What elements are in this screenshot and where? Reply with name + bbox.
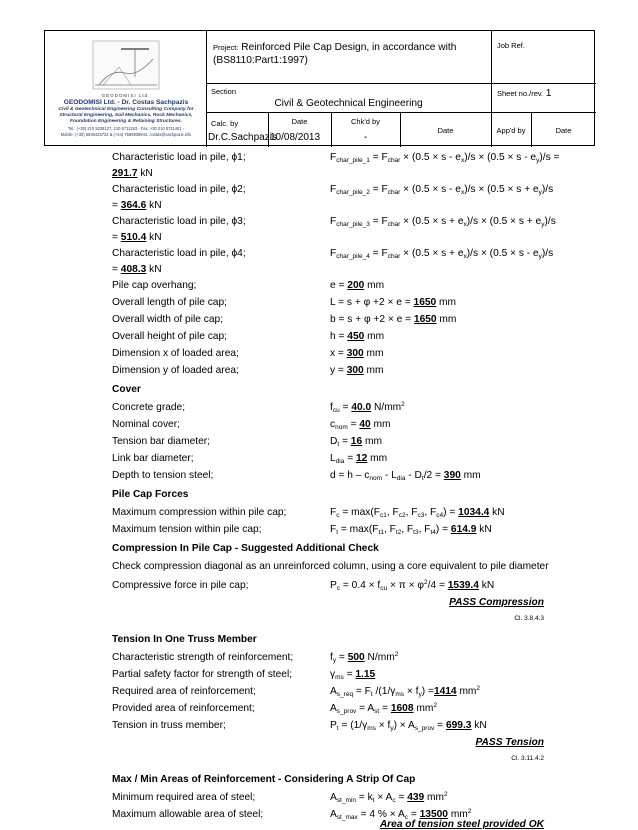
title-block (44, 30, 595, 146)
fchar4-value: 408.3 (120, 264, 147, 275)
fchar1-result: 291.7 kN (112, 168, 153, 179)
fchar2-label: Characteristic load in pile, ϕ2; (112, 184, 246, 195)
areas-heading: Max / Min Areas of Reinforcement - Considering A Strip Of Cap (112, 774, 416, 785)
length-value: 1650 (413, 297, 437, 308)
grade-value: 40.0 (351, 402, 372, 413)
logo-mark: GEODOMISI Ltd. (101, 93, 151, 98)
dimx-label: Dimension x of loaded area; (112, 348, 239, 359)
fchar4-formula: $F_{char\_pile\_4} = F_{char} \times (0.5 \times s + e_x)/s \times (0.5 \times s - e_y)/s$ (330, 248, 554, 260)
date2-label: Date (437, 126, 454, 135)
fchar1-formula: $F_{char\_pile\_1} = F_{char} \times (0.5 \times s - e_x)/s \times (0.5 \times s - e_y)/s$ = (330, 152, 560, 164)
height-label: Overall height of pile cap; (112, 331, 227, 342)
company-name: GEODOMISI Ltd. - Dr. Costas Sachpazis (63, 99, 189, 106)
fy-label: Characteristic strength of reinforcement; (112, 652, 294, 663)
maxten-value: 614.9 (450, 524, 477, 535)
height-formula: h = 450 mm (330, 331, 385, 342)
company-line: Civil & Geotechnical Engineering Consulting Company for (58, 107, 194, 112)
overhang-value: 200 (347, 280, 365, 291)
fchar3-result: = 510.4 kN (112, 232, 162, 243)
fchar3-label: Characteristic load in pile, ϕ3; (112, 216, 246, 227)
section-label: Section (211, 87, 237, 96)
dimy-label: Dimension y of loaded area; (112, 365, 239, 376)
appd-label: App'd by (496, 126, 526, 135)
asreq-label: Required area of reinforcement; (112, 686, 256, 697)
area-ok-badge: Area of tension steel provided OK (379, 819, 544, 830)
maxten-formula: $F_t = \max(F_{t1}$, $F_{t2}$, $F_{t3}$, $F_{t4}) = 614.9$ kN (330, 524, 492, 536)
fchar4-label: Characteristic load in pile, ϕ4; (112, 248, 246, 259)
dimy-formula: y = 300 mm (330, 365, 384, 376)
fy-formula: $f_y = 500$ $N/mm^2$ (330, 651, 399, 664)
length-label: Overall length of pile cap; (112, 297, 227, 308)
asreq-value: 1414 (433, 686, 457, 697)
compforce-formula: $P_c = 0.4 \times f_{cu} \times \pi \times \varphi^2/4 = 1539.4$ kN (330, 579, 495, 592)
asprov-value: 1608 (390, 703, 414, 714)
date-label: Date (291, 117, 308, 126)
pass-compression-badge: PASS Compression (449, 597, 544, 608)
length-formula: L = s + φ +2 × e = 1650 mm (330, 297, 457, 308)
gms-formula: $\gamma_{ms} = 1.15$ (330, 669, 376, 681)
chk-label: Chk'd by (351, 117, 380, 126)
forces-heading: Pile Cap Forces (112, 489, 189, 500)
height-value: 450 (347, 331, 365, 342)
nomcover-formula: $c_{nom} = 40$ mm (330, 419, 391, 431)
sheet-value: 1 (545, 88, 552, 99)
fchar3-value: 510.4 (120, 232, 147, 243)
project-value: Reinforced Pile Cap Design, in accordance with (BS8110:Part1:1997) (213, 42, 457, 66)
astmax-formula: $A_{st\_max} = 4$ % × $A_c = 13500$ $mm^2$ (330, 808, 472, 821)
width-value: 1650 (413, 314, 437, 325)
grade-formula: $f_{cu} = 40.0$ $N/mm^2$ (330, 401, 405, 414)
link-label: Link bar diameter; (112, 453, 194, 464)
depth-label: Depth to tension steel; (112, 470, 214, 481)
pass-tension-badge: PASS Tension (475, 737, 544, 748)
sheet-label: Sheet no./rev. (497, 89, 544, 98)
nomcover-value: 40 (359, 419, 371, 430)
nomcover-label: Nominal cover; (112, 419, 180, 430)
comp-note: Check compression diagonal as an unreinforced column, using a core equivalent to pile diameter (112, 561, 549, 572)
section-value: Civil & Geotechnical Engineering (274, 98, 423, 109)
truss-heading: Tension In One Truss Member (112, 634, 257, 645)
asprov-formula: $A_{s\_prov} = A_{st} = 1608$ $mm^2$ (330, 702, 437, 715)
company-mobile: Mobile: (+30) 6936425722 & (+44) 7585939944, costas@sachpazis.info (60, 132, 192, 137)
sheet-field (497, 88, 551, 99)
date-value: 10/08/2013 (270, 132, 321, 143)
width-label: Overall width of pile cap; (112, 314, 223, 325)
company-logo (91, 39, 161, 91)
maxten-label: Maximum tension within pile cap; (112, 524, 262, 535)
comp-heading: Compression In Pile Cap - Suggested Additional Check (112, 543, 379, 554)
asreq-formula: $A_{s\_req} = F_t$ $/(1/\gamma_{ms} \times f_y) =1414$ $mm^2$ (330, 685, 481, 698)
fchar4-result: = 408.3 kN (112, 264, 162, 275)
grade-label: Concrete grade; (112, 402, 186, 413)
company-line: Structural Engineering, Soil Mechanics, Rock Mechanics, (59, 113, 193, 118)
astmax-label: Maximum allowable area of steel; (112, 809, 264, 820)
depth-formula: $d = h - c_{nom} - L_{dia} - D_t/2 = 390$ mm (330, 470, 481, 482)
company-line: Foundation Engineering & Retaining Structures. (70, 119, 182, 124)
tbar-formula: $D_t = 16$ mm (330, 436, 382, 448)
cover-heading: Cover (112, 384, 141, 395)
chk-value: - (363, 132, 368, 143)
asprov-label: Provided area of reinforcement; (112, 703, 255, 714)
pt-label: Tension in truss member; (112, 720, 226, 731)
gms-value: 1.15 (355, 669, 376, 680)
link-value: 12 (355, 453, 368, 464)
maxcomp-label: Maximum compression within pile cap; (112, 507, 287, 518)
fchar1-value: 291.7 (112, 168, 138, 179)
link-formula: $L_{dia} = 12$ mm (330, 453, 388, 465)
tbar-label: Tension bar diameter; (112, 436, 210, 447)
fy-value: 500 (347, 652, 365, 663)
fchar2-result: = 364.6 kN (112, 200, 162, 211)
company-tel: Tel.: (+30) 210 5238127, 210 5711263 - Fax.:+30 210 5711461 - (67, 126, 185, 131)
date3-label: Date (555, 126, 572, 135)
job-ref-label: Job Ref. (497, 41, 525, 50)
calc-value: Dr.C.Sachpazis (208, 132, 277, 143)
tbar-value: 16 (350, 436, 363, 447)
depth-value: 390 (443, 470, 461, 481)
dimx-formula: x = 300 mm (330, 348, 384, 359)
astmin-label: Minimum required area of steel; (112, 792, 256, 803)
astmin-value: 439 (407, 792, 425, 803)
dimy-value: 300 (346, 365, 364, 376)
fchar3-formula: $F_{char\_pile\_3} = F_{char} \times (0.5 \times s + e_x)/s \times (0.5 \times s + e_y)/s$ (330, 216, 556, 228)
clause-ref: Cl. 3.11.4.2 (511, 755, 544, 762)
astmax-value: 13500 (419, 809, 448, 820)
maxcomp-formula: $F_c = \max(F_{c1}$, $F_{c2}$, $F_{c3}$, $F_{c4}) = 1034.4$ kN (330, 507, 505, 519)
astmin-formula: $A_{st\_min} = k_t \times A_c = 439$ $mm^2$ (330, 791, 448, 804)
width-formula: b = s + φ +2 × e = 1650 mm (330, 314, 457, 325)
divider (206, 112, 596, 113)
overhang-formula: e = 200 mm (330, 280, 385, 291)
clause-ref: Cl. 3.8.4.3 (514, 615, 544, 622)
calc-label: Calc. by (211, 119, 239, 128)
compforce-label: Compressive force in pile cap; (112, 580, 249, 591)
pt-value: 699.3 (445, 720, 472, 731)
overhang-label: Pile cap overhang; (112, 280, 197, 291)
fchar1-label: Characteristic load in pile, ϕ1; (112, 152, 246, 163)
maxcomp-value: 1034.4 (458, 507, 490, 518)
project-label: Project: (213, 43, 239, 52)
dimx-value: 300 (346, 348, 364, 359)
fchar2-formula: $F_{char\_pile\_2} = F_{char} \times (0.5 \times s - e_x)/s \times (0.5 \times s + e_y)/s$ (330, 184, 554, 196)
gms-label: Partial safety factor for strength of steel; (112, 669, 293, 680)
pt-formula: $P_t = (1/\gamma_{ms} \times f_y) \times A_{s\_prov} = 699.3$ kN (330, 720, 487, 732)
fchar2-value: 364.6 (120, 200, 147, 211)
compforce-value: 1539.4 (447, 580, 479, 591)
divider (206, 83, 596, 84)
project-field (213, 41, 485, 67)
